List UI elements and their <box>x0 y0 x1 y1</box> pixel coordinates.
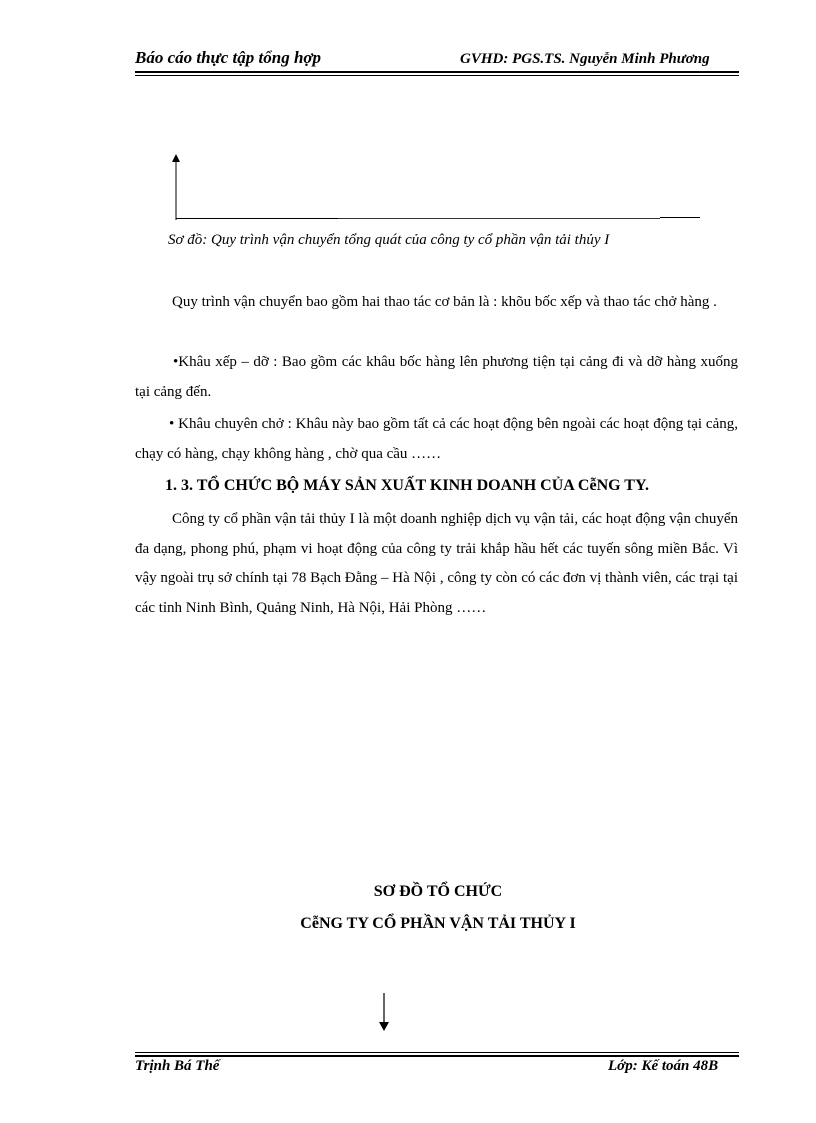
paragraph-loading-unloading: •Khâu xếp – dỡ : Bao gồm các khâu bốc hàng lên phương tiện tại cảng đi và dỡ hàng xuống tại cảng đến. <box>135 354 738 400</box>
paragraph-process-intro: Quy trình vận chuyển bao gồm hai thao tác cơ bản là : khõu bốc xếp và thao tác chở hàng . <box>172 294 717 310</box>
diagram-connector-line <box>176 218 338 219</box>
diagram-connector-line <box>660 217 700 218</box>
header-supervisor: GVHD: PGS.TS. Nguyễn Minh Phương <box>460 51 710 67</box>
footer-author: Trịnh Bá Thế <box>135 1058 220 1074</box>
paragraph-company-overview: Công ty cổ phần vận tải thủy I là một doanh nghiệp dịch vụ vận tải, các hoạt động vận chuyển đa dạng, phong phú, phạm vi hoạt động của công ty trải khắp hầu hết các tuyến sông miền Bắc. Vì vậy ngoài trụ sở chính tại 78 Bạch Đằng – Hà Nội , công ty còn có các đơn vị thành viên, các trại tại các tỉnh Ninh Bình, Quảng Ninh, Hà Nội, Hải Phòng …… <box>135 511 738 616</box>
diagram-connector-line <box>338 218 660 219</box>
down-arrow-icon <box>377 993 391 1031</box>
header-title: Báo cáo thực tập tổng hợp <box>135 48 322 67</box>
footer-rule <box>135 1055 739 1057</box>
paragraph-transport: • Khâu chuyên chở : Khâu này bao gồm tất cả các hoạt động bên ngoài các hoạt động tại cảng, chạy có hàng, chạy không hàng , chờ qua cầu …… <box>135 416 738 462</box>
org-chart-title: SƠ ĐỒ TỔ CHỨC <box>373 883 503 900</box>
footer-rule-thin <box>135 1052 739 1053</box>
header-rule <box>135 71 739 73</box>
footer-class: Lớp: Kế toán 48B <box>608 1058 719 1074</box>
up-arrow-icon <box>170 154 182 220</box>
org-chart-subtitle: CễNG TY CỔ PHẦN VẬN TẢI THỦY I <box>300 915 576 932</box>
section-heading: 1. 3. TỔ CHỨC BỘ MÁY SẢN XUẤT KINH DOANH CỦA CễNG TY. <box>165 477 650 494</box>
diagram-caption: Sơ đồ: Quy trình vận chuyển tổng quát của công ty cổ phần vận tải thủy I <box>168 232 610 248</box>
header-rule-thin <box>135 75 739 76</box>
